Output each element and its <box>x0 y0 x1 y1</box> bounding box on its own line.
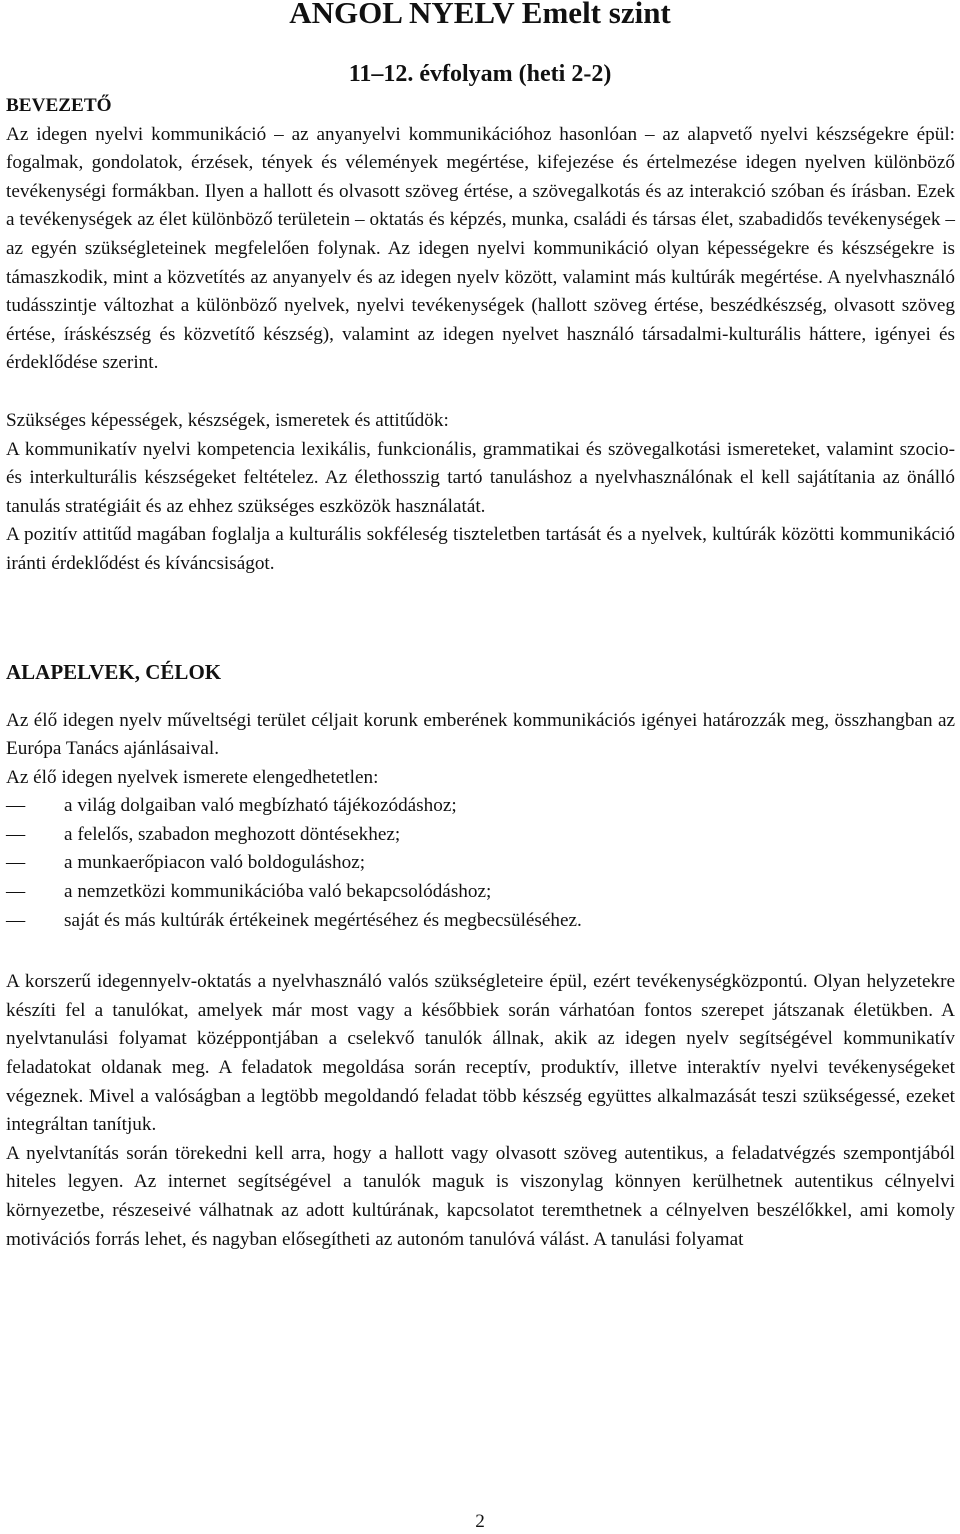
list-item-text: a munkaerőpiacon való boldoguláshoz; <box>64 852 366 874</box>
spacer <box>6 687 955 707</box>
list-intro: Az élő idegen nyelvek ismerete elengedhetetlen: <box>6 766 379 788</box>
document-content <box>6 92 955 1254</box>
section-heading-alapelvek: ALAPELVEK, CÉLOK <box>6 659 222 684</box>
list-item <box>6 878 955 907</box>
bevezeto-paragraph: Az idegen nyelvi kommunikáció – az anyanyelvi kommunikációhoz hasonlóan – az alapvető nyelvi készségekre épül: fogalmak, gondolatok, érzések, tények és vélemények megértése, kifejezése és értelmezése idegen nyelven különböző tevékenységi formákban. Ilyen a hallott és olvasott szöveg értése, a szövegalkotás és az interakció szóban és írásban. Ezek a tevékenységek az élet különböző területein – oktatás és képzés, munka, családi és társas élet, szabadidős tevékenységek – az egyén szükségleteinek megfelelően folynak. Az idegen nyelvi kommunikáció olyan képességekre és készségekre is támaszkodik, mint a közvetítés az anyanyelv és az idegen nyelv között, valamint más kultúrák megértése. A nyelvhasználó tudásszintje változhat a különböző nyelvek, nyelvi tevékenységek (hallott szöveg értése, beszédkészség, olvasott szöveg értése, íráskészség és közvetítő készség), valamint az idegen nyelvet használó társadalmi-kulturális háttere, igényei és érdeklődése szerint. <box>6 123 955 374</box>
dash-marker: — <box>6 795 26 817</box>
alapelvek-paragraph-3: A nyelvtanítás során törekedni kell arra, hogy a hallott vagy olvasott szöveg autentikus, a feladatvégzés szempontjából hiteles legyen. Az internet segítségével a tanulók maguk is viszonylag könnyen kerülhetnek autentikus célnyelvi környezetbe, részeseivé válhatnak az adott kultúrának, kapcsolatot teremthetnek a célnyelven beszélőkkel, ami komoly motivációs forrás lehet, és nagyban elősegítheti az autonóm tanulóvá válást. A tanulási folyamat <box>6 1142 955 1250</box>
spacer <box>6 935 955 968</box>
dash-marker: — <box>6 881 26 903</box>
szukseges-paragraph-2: A pozitív attitűd magában foglalja a kulturális sokféleség tiszteletben tartását és a nyelvek, kultúrák közötti kommunikáció iránti érdeklődést és kíváncsiságot. <box>6 524 955 574</box>
spacer <box>6 579 955 657</box>
page-number: 2 <box>475 1511 485 1532</box>
szukseges-paragraph-1: A kommunikatív nyelvi kompetencia lexikális, funkcionális, grammatikai és szövegalkotási ismereteket, valamint szocio- és interkulturális készségeket feltételez. Az élethosszig tartó tanuláshoz a nyelvhasználónak el kell sajátítania az önálló tanulás stratégiáit és az ehhez szükséges eszközök használatát. <box>6 438 955 517</box>
spacer <box>6 378 955 407</box>
list-item-text: a világ dolgaiban való megbízható tájékozódáshoz; <box>64 795 457 817</box>
document-subtitle: 11–12. évfolyam (heti 2-2) <box>348 61 612 87</box>
alapelvek-paragraph-1: Az élő idegen nyelv műveltségi terület céljait korunk emberének kommunikációs igényei határozzák meg, összhangban az Európa Tanács ajánlásaival. <box>6 709 955 760</box>
list-item <box>6 821 955 850</box>
dash-marker: — <box>6 852 26 874</box>
list-item-text: a nemzetközi kommunikációba való bekapcsolódáshoz; <box>64 881 492 903</box>
list-item-text: a felelős, szabadon meghozott döntésekhez; <box>64 823 401 845</box>
section-heading-szukseges: Szükséges képességek, készségek, ismeretek és attitűdök: <box>6 409 449 431</box>
alapelvek-paragraph-2: A korszerű idegennyelv-oktatás a nyelvhasználó valós szükségleteire épül, ezért tevékenységközpontú. Olyan helyzetekre készíti fel a tanulókat, amelyek már most vagy a későbbiek során várhatóan fontos szerepet játszanak életükben. A nyelvtanulási folyamat középpontjában a cselekvő tanulók állnak, akik az idegen nyelv segítségével kommunikatív feladatokat oldanak meg. A feladatok megoldása során receptív, produktív, illetve interaktív nyelvi tevékenységeket végeznek. Mivel a valóságban a legtöbb megoldandó feladat több készség együttes alkalmazását teszi szükségessé, ezeket integráltan tanítjuk. <box>6 971 955 1136</box>
list-item <box>6 907 955 936</box>
list-item-text: saját és más kultúrák értékeinek megértéséhez és megbecsüléséhez. <box>64 909 582 931</box>
section-heading-bevezeto: BEVEZETŐ <box>6 95 112 116</box>
requirements-list <box>6 792 955 935</box>
list-item <box>6 792 955 821</box>
list-item <box>6 849 955 878</box>
document-title: ANGOL NYELV Emelt szint <box>289 0 671 30</box>
dash-marker: — <box>6 823 26 845</box>
dash-marker: — <box>6 909 26 931</box>
